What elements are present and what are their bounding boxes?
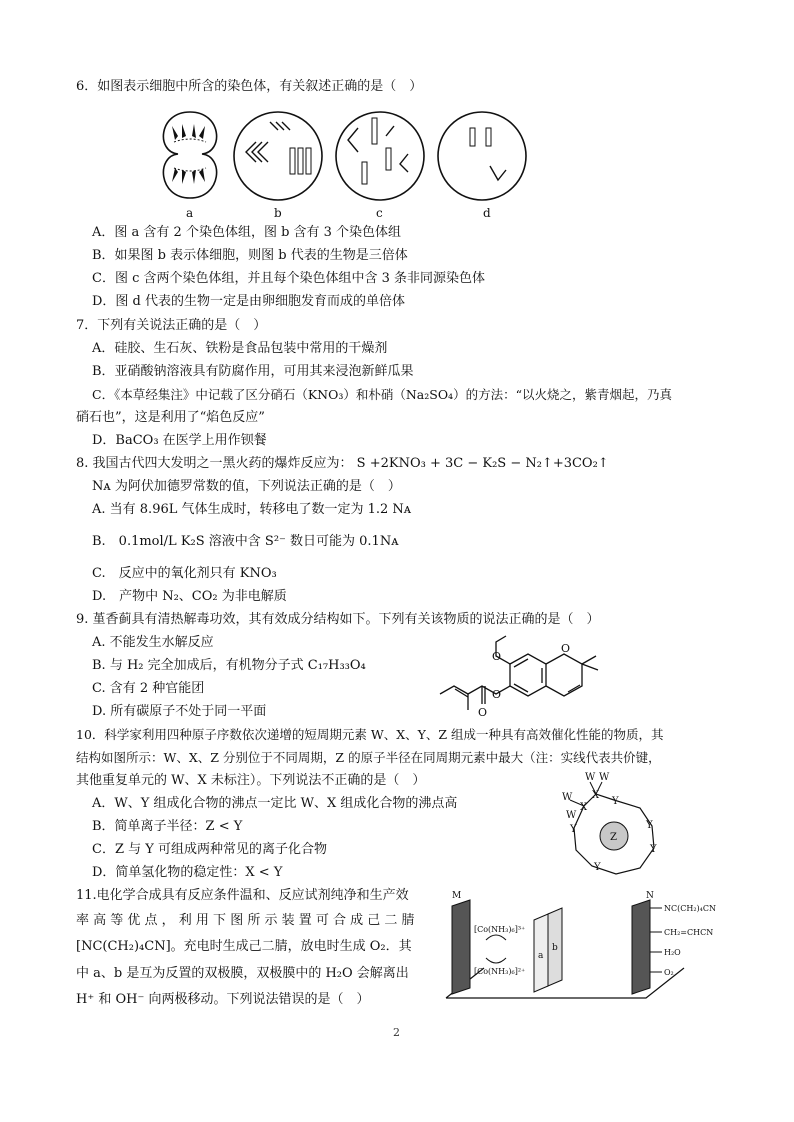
q11-label-n: N	[646, 891, 654, 901]
q10-x-2: X	[580, 802, 588, 813]
q10-y-1: Y	[612, 796, 619, 807]
q11-line-4: 中 a、b 是互为反置的双极膜，双极膜中的 H₂O 会解离出	[76, 966, 409, 981]
q10-stem: 10．科学家利用四种原子序数依次递增的短周期元素 W、X、Y、Z 组成一种具有高效催化性能的物质，其	[76, 727, 664, 742]
q6-cell-figure	[150, 104, 530, 204]
q9-option-d: D. 所有碳原子不处于同一平面	[92, 704, 267, 719]
q11-label-m: M	[452, 891, 462, 901]
q6-label-a: a	[186, 206, 194, 220]
q11-product-2: CH₂=CHCN	[664, 928, 714, 937]
q10-w-1: W	[585, 772, 596, 783]
q10-z: Z	[610, 832, 617, 843]
q9-option-b: B. 与 H₂ 完全加成后，有机物分子式 C₁₇H₃₃O₄	[92, 658, 366, 673]
q9-option-c: C. 含有 2 种官能团	[92, 681, 205, 696]
q11-line-1: 11.电化学合成具有反应条件温和、反应试剂纯净和生产效	[76, 888, 409, 903]
q9-stem: 9. 堇香蓟具有清热解毒功效，其有效成分结构如下。下列有关该物质的说法正确的是（ ）	[76, 612, 600, 627]
q10-w-3: W	[562, 792, 573, 803]
svg-text:O: O	[478, 706, 488, 719]
q10-option-c: C．Z 与 Y 可组成两种常见的离子化合物	[92, 842, 327, 857]
q6-label-d: d	[483, 206, 491, 220]
q10-y-4: Y	[594, 862, 601, 873]
q10-y-5: Y	[570, 824, 577, 835]
q9-option-a: A. 不能发生水解反应	[92, 635, 214, 650]
q11-cell-device-figure	[436, 890, 742, 1008]
q6-label-b: b	[274, 206, 282, 220]
q7-option-d: D．BaCO₃ 在医学上用作钡餐	[92, 433, 267, 448]
q6-label-c: c	[376, 206, 383, 220]
q10-option-d: D．简单氢化物的稳定性：X < Y	[92, 865, 283, 880]
q8-option-a: A. 当有 8.96L 气体生成时，转移电了数一定为 1.2 Nᴀ	[92, 502, 412, 517]
q11-label-b: b	[552, 943, 558, 953]
q6-option-b: B．如果图 b 表示体细胞，则图 b 代表的生物是三倍体	[92, 248, 408, 263]
q10-w-4: W	[566, 810, 577, 821]
q8-stem-2: Nᴀ 为阿伏加德罗常数的值，下列说法正确的是（ ）	[92, 479, 401, 494]
svg-text:O: O	[492, 688, 502, 701]
q8-option-b: B. 0.1mol/L K₂S 溶液中含 S²⁻ 数日可能为 0.1Nᴀ	[92, 534, 399, 549]
q8-option-c: C. 反应中的氧化剂只有 KNO₃	[92, 566, 277, 581]
q10-option-b: B．简单离子半径：Z < Y	[92, 819, 243, 834]
q11-ion-1: [Co(NH₃)₆]³⁺	[474, 925, 526, 934]
q11-label-a: a	[538, 951, 544, 961]
q10-y-3: Y	[650, 844, 657, 855]
q11-line-2: 率 高 等 优 点 ， 利 用 下 图 所 示 装 置 可 合 成 己 二 腈	[76, 913, 415, 928]
q11-product-4: O₂	[664, 968, 674, 977]
q9-structure-figure	[410, 634, 610, 724]
q11-line-5: H⁺ 和 OH⁻ 向两极移动。下列说法错误的是（ ）	[76, 992, 370, 1007]
q10-structure-figure	[556, 770, 686, 886]
q7-stem: 7．下列有关说法正确的是（ ）	[76, 318, 267, 333]
q10-x-1: X	[592, 790, 600, 801]
q7-option-a: A．硅胶、生石灰、铁粉是食品包装中常用的干燥剂	[92, 341, 388, 356]
q7-option-c-cont: 硝石也”，这是利用了“焰色反应”	[76, 410, 265, 425]
svg-text:O: O	[492, 650, 502, 663]
q10-stem-3: 其他重复单元的 W、X 未标注）。下列说法不正确的是（ ）	[76, 773, 426, 788]
q6-option-d: D．图 d 代表的生物一定是由卵细胞发育而成的单倍体	[92, 294, 406, 309]
svg-text:O: O	[561, 642, 571, 655]
q6-stem: 6．如图表示细胞中所含的染色体，有关叙述正确的是（ ）	[76, 79, 423, 94]
q10-y-2: Y	[646, 820, 653, 831]
q8-option-d: D. 产物中 N₂、CO₂ 为非电解质	[92, 589, 287, 604]
q10-stem-2: 结构如图所示：W、X、Z 分别位于不同周期，Z 的原子半径在同周期元素中最大（注：实线代表共价键，	[76, 750, 661, 765]
q10-w-2: W	[599, 772, 610, 783]
q6-option-c: C．图 c 含两个染色体组，并且每个染色体组中含 3 条非同源染色体	[92, 271, 486, 286]
q11-ion-2: [Co(NH₃)₆]²⁺	[474, 967, 526, 976]
q8-stem: 8. 我国古代四大发明之一黑火药的爆炸反应为： S +2KNO₃ + 3C − K₂S − N₂↑+3CO₂↑	[76, 456, 609, 471]
q11-product-3: H₂O	[664, 948, 681, 957]
page-number: 2	[393, 1026, 400, 1039]
q11-line-3: [NC(CH₂)₄CN]。充电时生成己二腈，放电时生成 O₂．其	[76, 939, 412, 954]
q7-option-c: C．《本草经集注》中记载了区分硝石（KNO₃）和朴硝（Na₂SO₄）的方法：“以火烧之，紫青烟起，乃真	[92, 387, 672, 402]
q10-option-a: A．W、Y 组成化合物的沸点一定比 W、X 组成化合物的沸点高	[92, 796, 458, 811]
q11-product-1: NC(CH₂)₄CN	[664, 904, 716, 913]
q6-option-a: A．图 a 含有 2 个染色体组，图 b 含有 3 个染色体组	[92, 225, 402, 240]
q7-option-b: B．亚硝酸钠溶液具有防腐作用，可用其来浸泡新鲜瓜果	[92, 364, 414, 379]
